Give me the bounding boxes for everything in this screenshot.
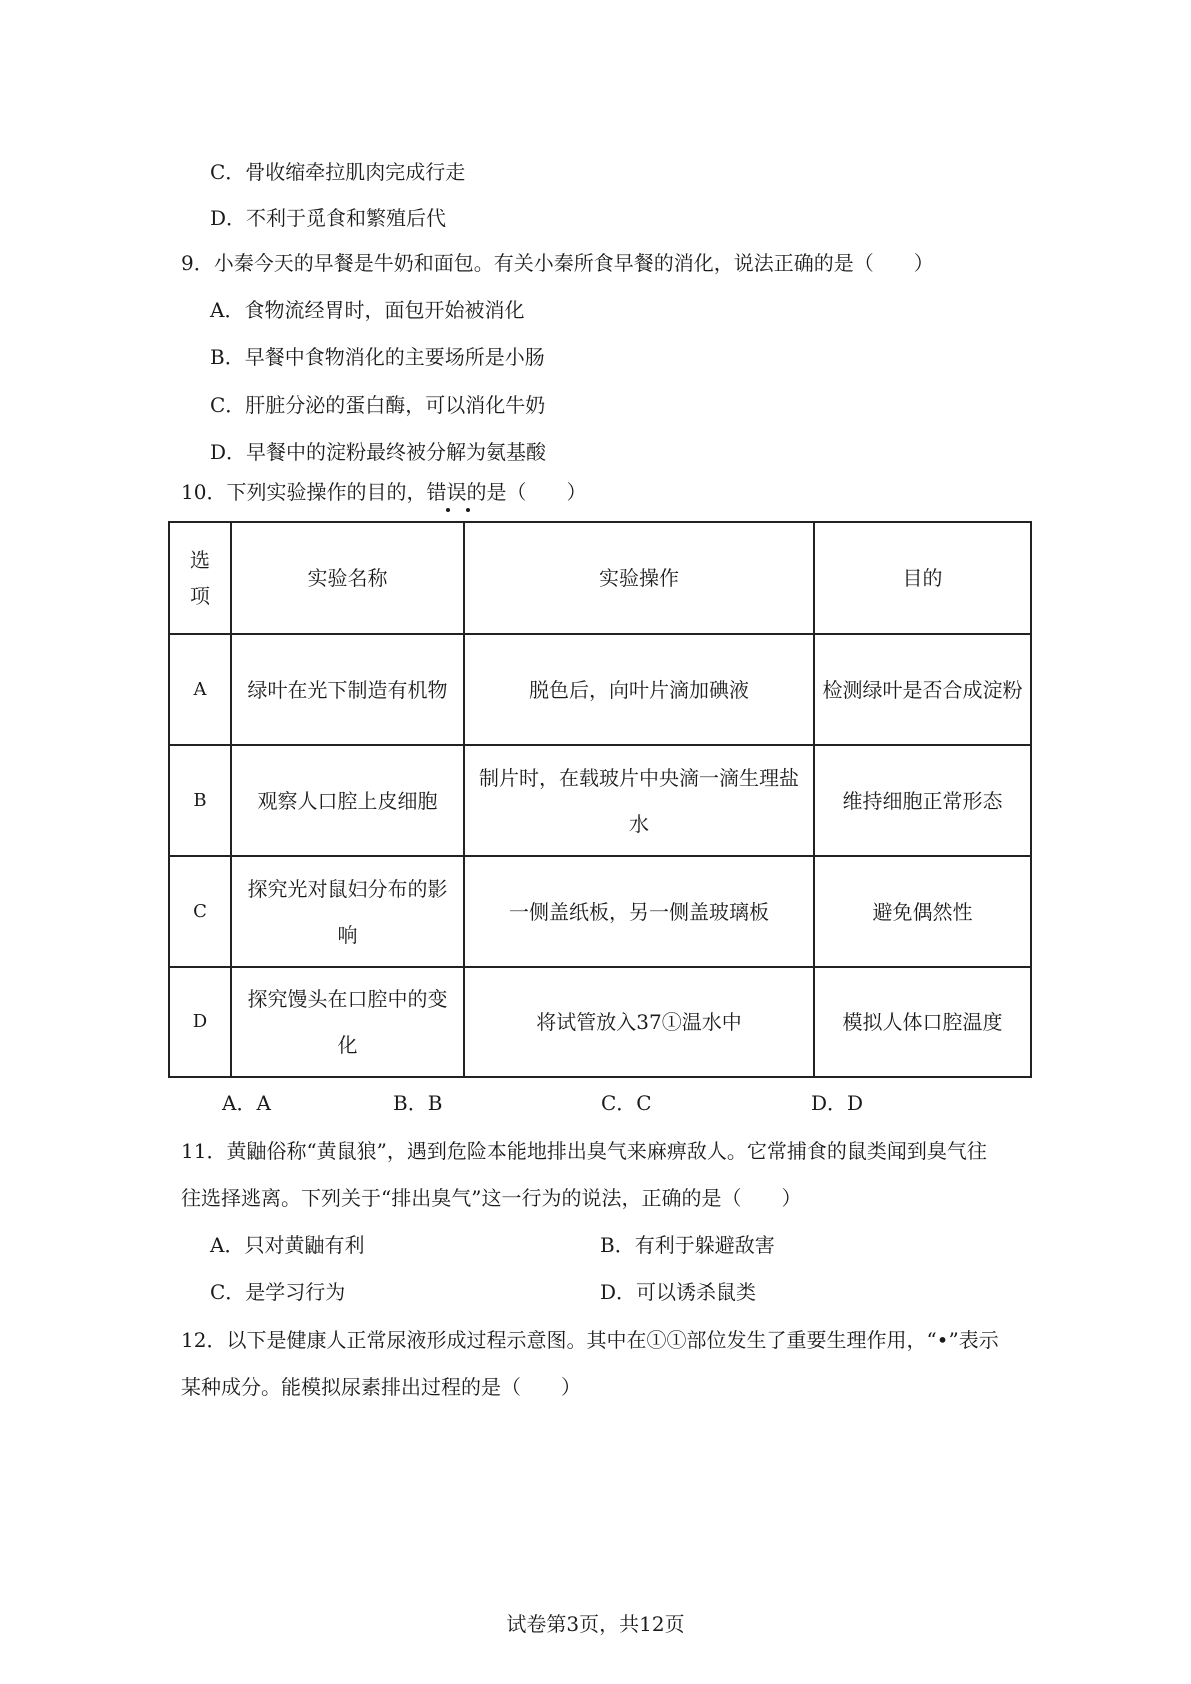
table-row: [169, 634, 1031, 745]
q8-option-c: C．骨收缩牵拉肌肉完成行走: [210, 160, 466, 184]
row-name: 观察人口腔上皮细胞: [231, 745, 464, 856]
emphasis-dot: [446, 508, 450, 512]
experiment-table: [168, 521, 1032, 1078]
row-key: C: [169, 856, 231, 967]
row-key: B: [169, 745, 231, 856]
page-footer: 试卷第3页，共12页: [506, 1612, 685, 1636]
q9-option-b: B．早餐中食物消化的主要场所是小肠: [210, 345, 545, 369]
q10-option-b: B．B: [393, 1091, 443, 1115]
q8-option-d: D．不利于觅食和繁殖后代: [210, 206, 447, 230]
row-operation: 一侧盖纸板，另一侧盖玻璃板: [464, 856, 814, 967]
q9-option-d: D．早餐中的淀粉最终被分解为氨基酸: [210, 440, 547, 464]
row-key: D: [169, 967, 231, 1077]
row-name: 探究馒头在口腔中的变化: [231, 967, 464, 1077]
q9-stem: 9．小秦今天的早餐是牛奶和面包。有关小秦所食早餐的消化，说法正确的是（ ）: [181, 251, 934, 275]
header-operation: 实验操作: [464, 522, 814, 634]
row-purpose: 检测绿叶是否合成淀粉: [814, 634, 1031, 745]
table-header-row: [169, 522, 1031, 634]
row-key: A: [169, 634, 231, 745]
header-experiment-name: 实验名称: [231, 522, 464, 634]
q11-stem-line1: 11．黄鼬俗称“黄鼠狼”，遇到危险本能地排出臭气来麻痹敌人。它常捕食的鼠类闻到臭气往: [181, 1139, 987, 1163]
q12-stem-line1: 12．以下是健康人正常尿液形成过程示意图。其中在①①部位发生了重要生理作用，“•”表示: [181, 1328, 999, 1352]
q12-stem-line2: 某种成分。能模拟尿素排出过程的是（ ）: [181, 1375, 581, 1399]
row-purpose: 避免偶然性: [814, 856, 1031, 967]
header-option: 选项: [169, 522, 231, 634]
row-name: 绿叶在光下制造有机物: [231, 634, 464, 745]
row-purpose: 维持细胞正常形态: [814, 745, 1031, 856]
row-purpose: 模拟人体口腔温度: [814, 967, 1031, 1077]
q11-option-b: B．有利于躲避敌害: [600, 1233, 775, 1257]
q11-option-c: C．是学习行为: [210, 1280, 346, 1304]
q9-option-c: C．肝脏分泌的蛋白酶，可以消化牛奶: [210, 393, 546, 417]
q11-option-d: D．可以诱杀鼠类: [600, 1280, 757, 1304]
table-row: [169, 967, 1031, 1077]
row-operation: 制片时，在载玻片中央滴一滴生理盐水: [464, 745, 814, 856]
q11-option-a: A．只对黄鼬有利: [210, 1233, 365, 1257]
table-row: [169, 745, 1031, 856]
q10-stem: 10．下列实验操作的目的，错误的是（ ）: [181, 480, 587, 504]
q11-stem-line2: 往选择逃离。下列关于“排出臭气”这一行为的说法，正确的是（ ）: [181, 1186, 802, 1210]
row-operation: 脱色后，向叶片滴加碘液: [464, 634, 814, 745]
header-purpose: 目的: [814, 522, 1031, 634]
row-name: 探究光对鼠妇分布的影响: [231, 856, 464, 967]
q10-option-a: A．A: [222, 1091, 271, 1115]
row-operation: 将试管放入37①温水中: [464, 967, 814, 1077]
emphasis-dot: [466, 508, 470, 512]
q10-option-d: D．D: [811, 1091, 864, 1115]
q10-option-c: C．C: [601, 1091, 652, 1115]
table-row: [169, 856, 1031, 967]
q10-options: [0, 1090, 1191, 1116]
q9-option-a: A．食物流经胃时，面包开始被消化: [210, 298, 525, 322]
